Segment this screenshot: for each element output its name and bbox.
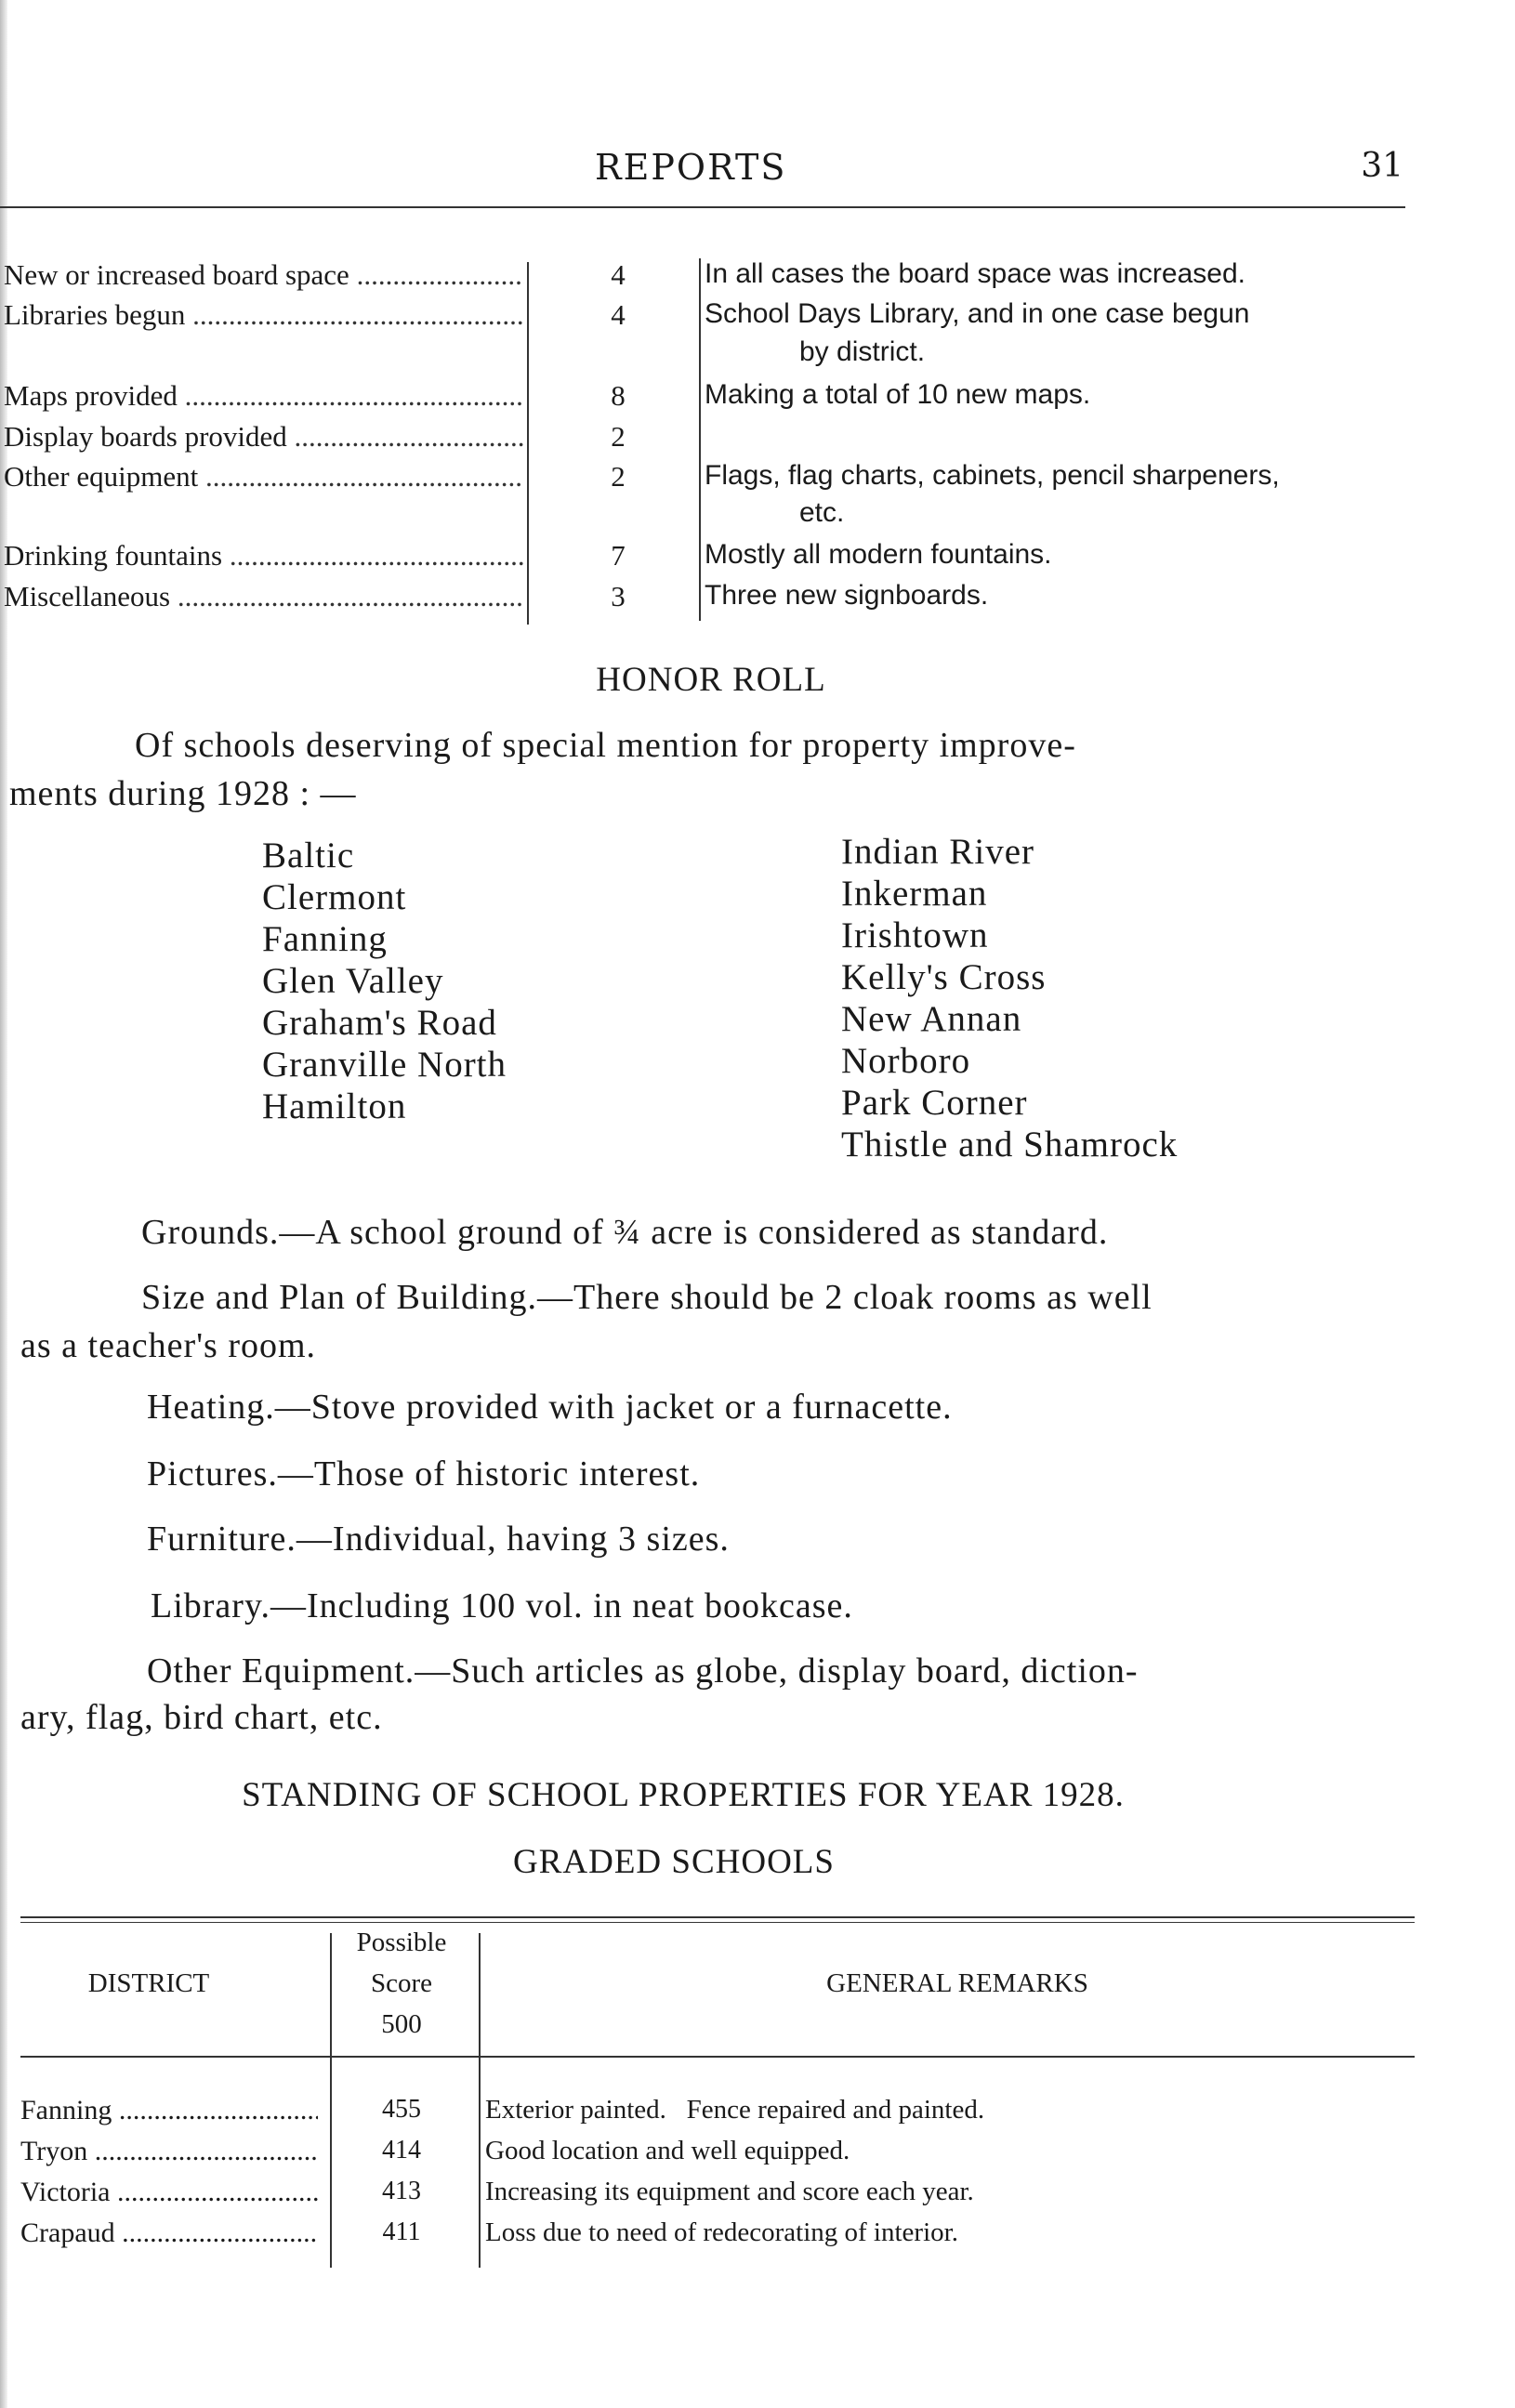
standard-other-line1: Other Equipment.—Such articles as globe, display board, diction- bbox=[147, 1651, 1139, 1691]
summary-remark: Making a total of 10 new maps. bbox=[705, 379, 1091, 410]
district-name: Tryon ..... bbox=[20, 2136, 318, 2167]
district-score: 411 bbox=[382, 2217, 421, 2246]
summary-remark: Flags, flag charts, cabinets, pencil sharpeners, bbox=[705, 460, 1280, 491]
district-remark: Exterior painted. Fence repaired and painted. bbox=[485, 2095, 985, 2125]
school-name: Granville North bbox=[262, 1045, 507, 1085]
standard-heating: Heating.—Stove provided with jacket or a furnacette. bbox=[147, 1388, 953, 1427]
summary-remark-continued: by district. bbox=[799, 336, 926, 367]
summary-remark-continued: etc. bbox=[799, 497, 845, 528]
table-row bbox=[0, 2095, 1422, 2136]
summary-label: Display boards provided ..... bbox=[4, 420, 524, 454]
summary-count: 4 bbox=[611, 258, 626, 291]
school-name: Indian River bbox=[841, 832, 1035, 872]
page-number: 31 bbox=[1361, 147, 1403, 185]
summary-remark: In all cases the board space was increased. bbox=[705, 258, 1245, 289]
honor-roll-left-column bbox=[262, 835, 507, 1127]
summary-label: Drinking fountains ..... bbox=[4, 539, 524, 572]
summary-remark: School Days Library, and in one case begun bbox=[705, 298, 1250, 329]
table-top-rule-2 bbox=[20, 1922, 1415, 1923]
table-row bbox=[0, 2217, 1422, 2258]
honor-roll-intro-line2: ments during 1928 : — bbox=[9, 774, 357, 813]
standard-pictures: Pictures.—Those of historic interest. bbox=[147, 1454, 701, 1493]
summary-count: 8 bbox=[611, 379, 626, 412]
standard-other-line2: ary, flag, bird chart, etc. bbox=[20, 1698, 383, 1737]
summary-label: Maps provided ..... bbox=[4, 379, 524, 413]
honor-roll-right-column bbox=[841, 831, 1178, 1165]
school-name: Thistle and Shamrock bbox=[841, 1125, 1179, 1165]
district-score: 455 bbox=[382, 2095, 421, 2124]
column-header-score-line3: 500 bbox=[381, 2009, 422, 2039]
standard-size-line2: as a teacher's room. bbox=[20, 1326, 317, 1365]
column-header-remarks: GENERAL REMARKS bbox=[826, 1968, 1088, 1998]
summary-remark: Three new signboards. bbox=[705, 580, 989, 611]
summary-row bbox=[0, 379, 1422, 420]
district-name: Victoria ..... bbox=[20, 2177, 318, 2208]
page-title: REPORTS bbox=[595, 147, 787, 188]
summary-count: 7 bbox=[611, 539, 626, 572]
summary-row bbox=[0, 258, 1422, 299]
summary-row bbox=[0, 460, 1422, 501]
honor-roll-heading: HONOR ROLL bbox=[596, 661, 826, 699]
school-name: Park Corner bbox=[841, 1083, 1028, 1123]
summary-label: Other equipment ..... bbox=[4, 460, 524, 493]
scan-edge bbox=[0, 0, 7, 2408]
school-name: Clermont bbox=[262, 877, 407, 917]
school-name: Fanning bbox=[262, 919, 388, 959]
summary-count: 3 bbox=[611, 580, 626, 612]
school-name: Baltic bbox=[262, 836, 355, 875]
summary-row bbox=[0, 539, 1422, 580]
school-name: Irishtown bbox=[841, 915, 989, 955]
summary-row bbox=[0, 580, 1422, 621]
district-name: Fanning ..... bbox=[20, 2095, 318, 2126]
district-remark: Increasing its equipment and score each year. bbox=[485, 2177, 974, 2206]
district-score: 413 bbox=[382, 2177, 421, 2205]
table-row bbox=[0, 2136, 1422, 2177]
graded-schools-heading: GRADED SCHOOLS bbox=[512, 1843, 835, 1881]
standard-size-line1: Size and Plan of Building.—There should be 2 cloak rooms as well bbox=[141, 1278, 1153, 1317]
district-remark: Good location and well equipped. bbox=[485, 2136, 850, 2165]
table-header-rule bbox=[20, 2056, 1415, 2058]
summary-label: Miscellaneous ..... bbox=[4, 580, 524, 613]
column-header-district: DISTRICT bbox=[87, 1968, 210, 1998]
running-head bbox=[0, 147, 1403, 203]
summary-count: 4 bbox=[611, 298, 626, 331]
summary-label: Libraries begun ..... bbox=[4, 298, 524, 332]
school-name: Graham's Road bbox=[262, 1003, 497, 1043]
summary-label: New or increased board space ..... bbox=[4, 258, 524, 292]
table-top-rule bbox=[20, 1916, 1415, 1918]
school-name: Kelly's Cross bbox=[841, 957, 1047, 997]
standing-heading: STANDING OF SCHOOL PROPERTIES FOR YEAR 1928. bbox=[242, 1776, 1125, 1814]
school-name: Hamilton bbox=[262, 1086, 407, 1126]
summary-remark: Mostly all modern fountains. bbox=[705, 539, 1052, 570]
district-remark: Loss due to need of redecorating of interior. bbox=[485, 2217, 958, 2247]
honor-roll-intro-line1: Of schools deserving of special mention for property improve- bbox=[135, 726, 1076, 765]
standard-furniture: Furniture.—Individual, having 3 sizes. bbox=[147, 1520, 730, 1559]
column-header-score-line2: Score bbox=[370, 1968, 433, 1998]
standard-library: Library.—Including 100 vol. in neat bookcase. bbox=[151, 1586, 853, 1625]
school-name: Inkerman bbox=[841, 874, 988, 914]
summary-row bbox=[0, 420, 1422, 461]
header-rule bbox=[0, 206, 1405, 208]
school-name: Glen Valley bbox=[262, 961, 444, 1001]
table-row bbox=[0, 2177, 1422, 2217]
school-name: Norboro bbox=[841, 1041, 971, 1081]
summary-row bbox=[0, 298, 1422, 339]
district-score: 414 bbox=[382, 2136, 421, 2165]
standard-grounds: Grounds.—A school ground of ¾ acre is considered as standard. bbox=[141, 1213, 1109, 1252]
summary-count: 2 bbox=[611, 420, 626, 453]
summary-count: 2 bbox=[611, 460, 626, 493]
column-header-score-line1: Possible bbox=[356, 1928, 447, 1957]
district-name: Crapaud ..... bbox=[20, 2217, 318, 2249]
school-name: New Annan bbox=[841, 999, 1022, 1039]
